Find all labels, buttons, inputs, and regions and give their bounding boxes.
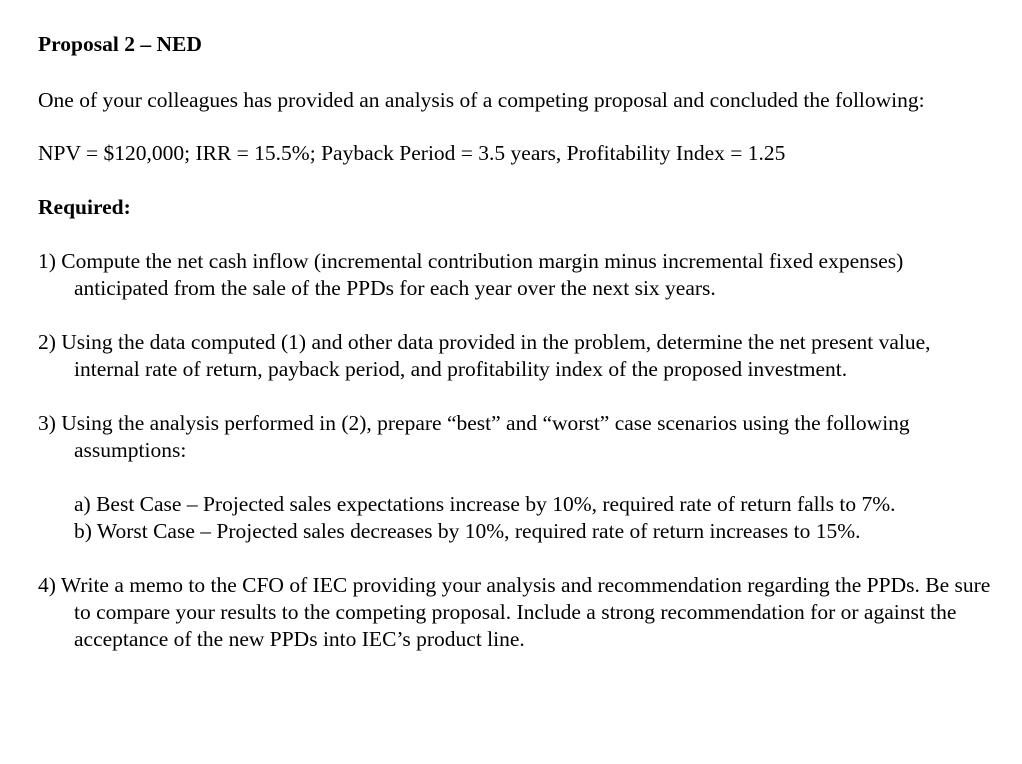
- best-case-item: a) Best Case – Projected sales expectations increase by 10%, required rate of return falls to 7%.: [74, 492, 896, 516]
- document-title: Proposal 2 – NED: [38, 32, 202, 56]
- requirement-item-4: 4) Write a memo to the CFO of IEC providing your analysis and recommendation regarding the PPDs. Be sure to compare your results to the competing proposal. Include a strong recommendation for or against the acceptance of the new PPDs into IEC’s product line.: [38, 573, 991, 651]
- requirement-item-1: 1) Compute the net cash inflow (incremental contribution margin minus incremental fixed expenses) anticipated from the sale of the PPDs for each year over the next six years.: [38, 249, 904, 300]
- scenario-list: [38, 491, 998, 545]
- requirement-item-3: 3) Using the analysis performed in (2), prepare “best” and “worst” case scenarios using the following assumptions:: [38, 411, 910, 462]
- competing-metrics: NPV = $120,000; IRR = 15.5%; Payback Period = 3.5 years, Profitability Index = 1.25: [38, 141, 786, 165]
- worst-case-item: b) Worst Case – Projected sales decreases by 10%, required rate of return increases to 15%.: [74, 519, 861, 543]
- document-page: [38, 31, 998, 653]
- required-heading: Required:: [38, 195, 131, 219]
- requirement-item-2: 2) Using the data computed (1) and other data provided in the problem, determine the net present value, internal rate of return, payback period, and profitability index of the proposed investment.: [38, 330, 931, 381]
- intro-paragraph: One of your colleagues has provided an analysis of a competing proposal and concluded the following:: [38, 88, 925, 112]
